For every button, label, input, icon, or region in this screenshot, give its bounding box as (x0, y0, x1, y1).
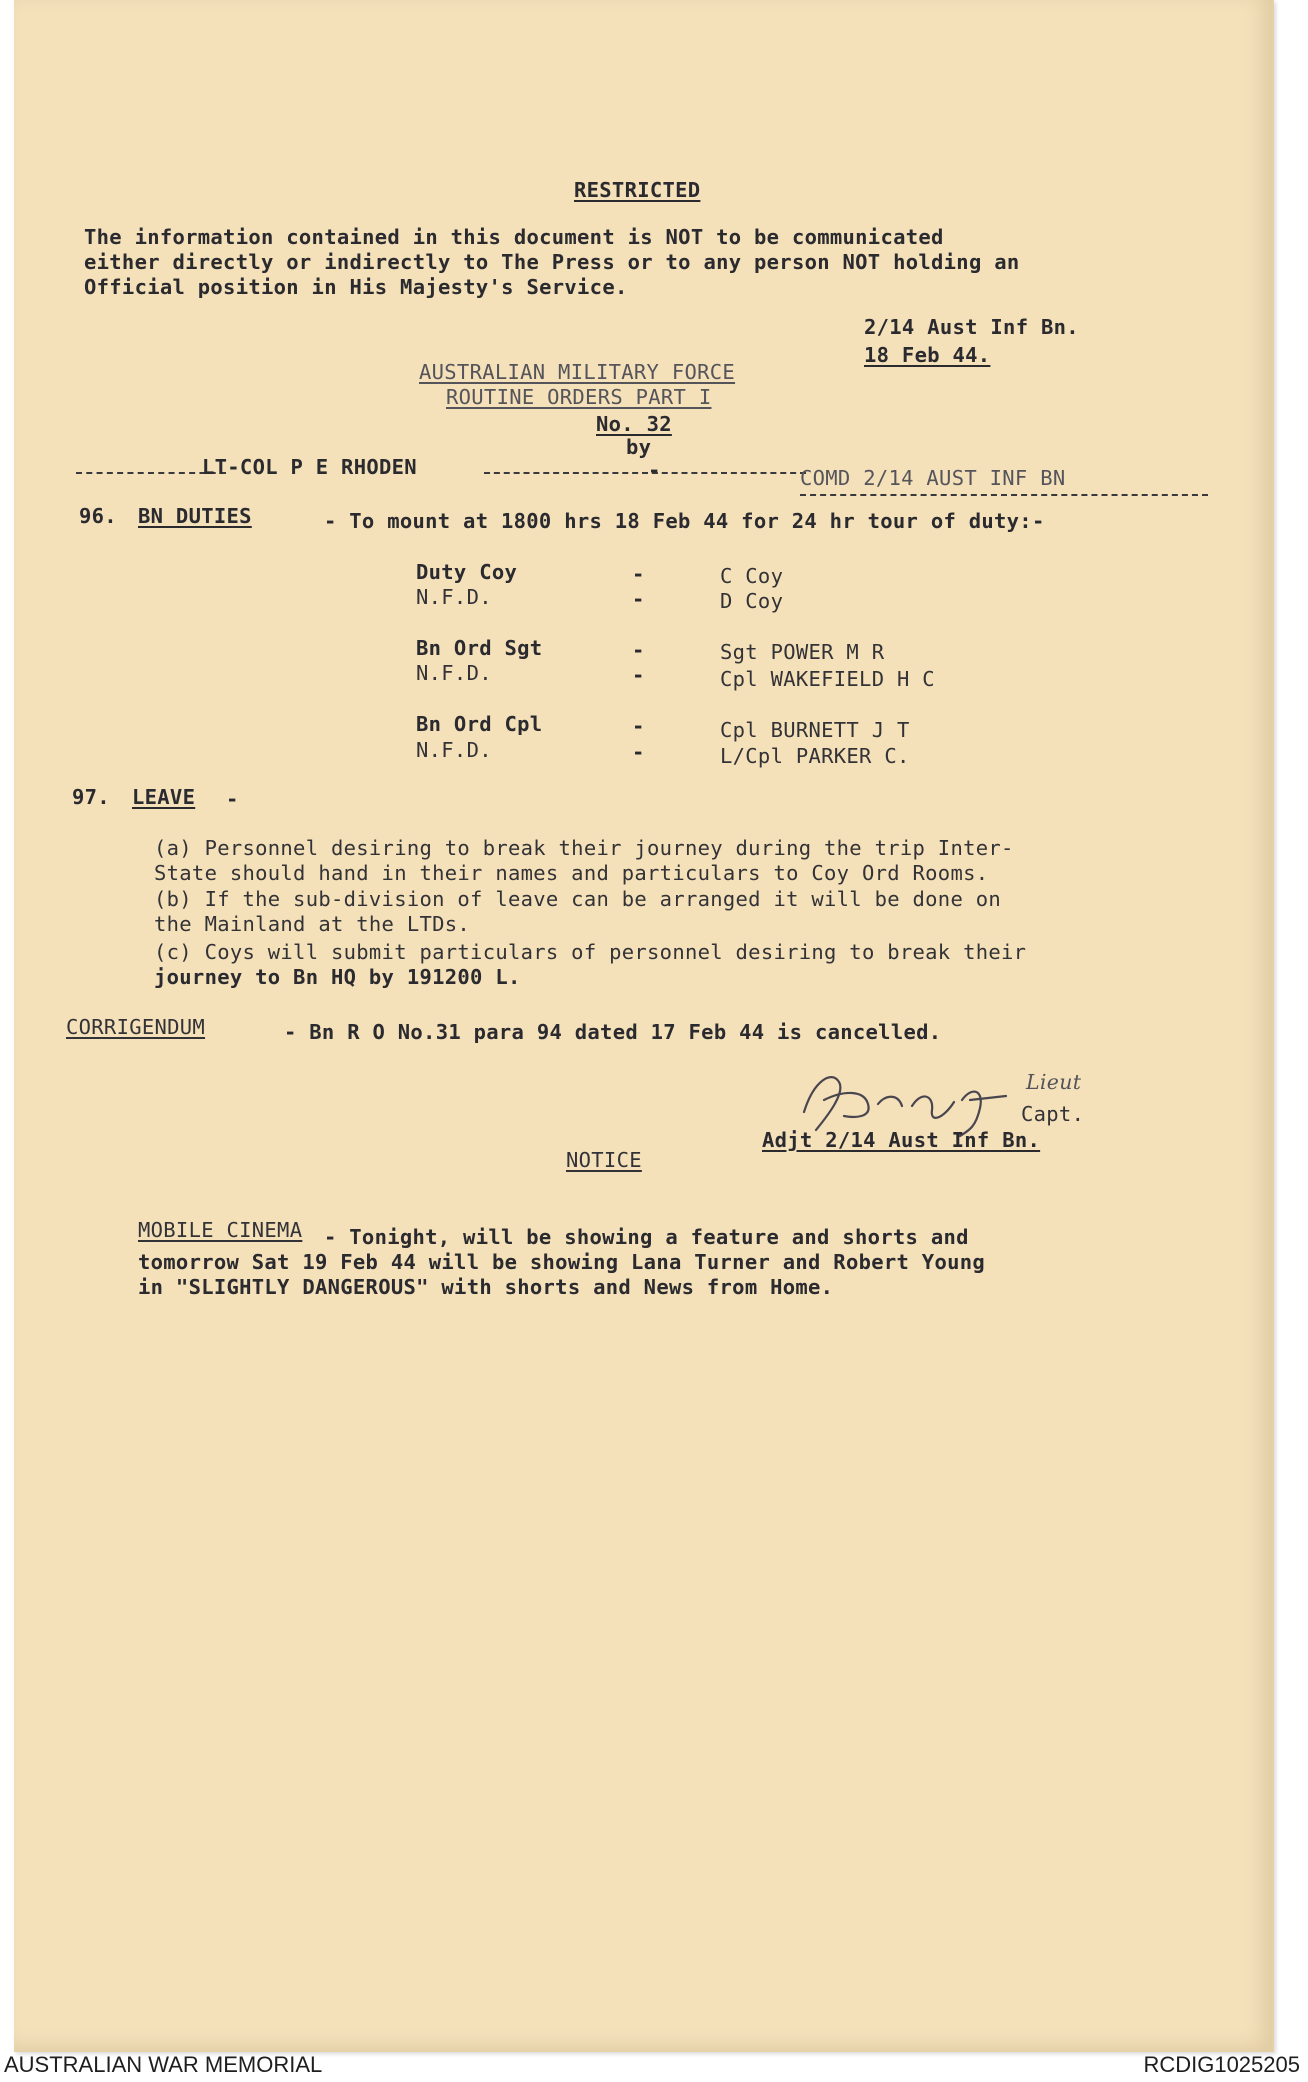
title-line-2: ROUTINE ORDERS PART I (446, 385, 712, 409)
signature-capt: Capt. (1021, 1102, 1085, 1126)
notice-line-3: Official position in His Majesty's Service. (84, 275, 628, 299)
duty-role: N.F.D. (416, 585, 492, 609)
order-number: No. 32 (596, 412, 672, 436)
duty-role: N.F.D. (416, 738, 492, 762)
duty-dash: - (632, 714, 645, 738)
leave-line: (b) If the sub-division of leave can be arranged it will be done on (154, 887, 1002, 911)
issuer-role: COMD 2/14 AUST INF BN (800, 466, 1066, 490)
duty-name: Sgt POWER M R (720, 640, 885, 664)
duty-dash: - (632, 562, 645, 586)
notice-line-2: tomorrow Sat 19 Feb 44 will be showing Lana Turner and Robert Young (138, 1250, 986, 1274)
issuer-rule-right (800, 494, 1208, 496)
duty-dash: - (632, 638, 645, 662)
duty-role: Bn Ord Sgt (416, 636, 543, 660)
duty-dash: - (632, 587, 645, 611)
para-97-heading: LEAVE (132, 785, 196, 809)
duty-dash: - (632, 663, 645, 687)
corrigendum-text: - Bn R O No.31 para 94 dated 17 Feb 44 is cancelled. (284, 1020, 942, 1044)
duty-name: Cpl WAKEFIELD H C (720, 667, 935, 691)
leave-line: (c) Coys will submit particulars of personnel desiring to break their (154, 940, 1027, 964)
document-date: 18 Feb 44. (864, 343, 991, 367)
notice-heading: NOTICE (566, 1148, 642, 1172)
leave-line: (a) Personnel desiring to break their journey during the trip Inter- (154, 836, 1014, 860)
issuer-rule-middle (484, 472, 806, 474)
notice-subheading: MOBILE CINEMA (138, 1218, 303, 1242)
leave-line: the Mainland at the LTDs. (154, 912, 471, 936)
duty-name: C Coy (720, 564, 784, 588)
duty-dash: - (632, 740, 645, 764)
issuer-name: LT-COL P E RHODEN (202, 455, 417, 479)
signature-rank: Lieut (1026, 1070, 1082, 1094)
duty-name: D Coy (720, 589, 784, 613)
para-96-heading: BN DUTIES (138, 504, 252, 528)
notice-line-3: in "SLIGHTLY DANGEROUS" with shorts and News from Home. (138, 1275, 834, 1299)
duty-role: Bn Ord Cpl (416, 712, 543, 736)
leave-line: journey to Bn HQ by 191200 L. (154, 965, 521, 989)
document-paper (14, 0, 1274, 2052)
duty-role: N.F.D. (416, 661, 492, 685)
duty-name: L/Cpl PARKER C. (720, 744, 910, 768)
leave-line: State should hand in their names and particulars to Coy Ord Rooms. (154, 861, 989, 885)
notice-line-1: The information contained in this document is NOT to be communicated (84, 225, 944, 249)
footer-identifier: RCDIG1025205 (1143, 2052, 1300, 2077)
duty-role: Duty Coy (416, 560, 518, 584)
unit-designation: 2/14 Aust Inf Bn. (864, 315, 1079, 339)
classification-heading: RESTRICTED (574, 178, 701, 202)
para-96-number: 96. (79, 504, 117, 528)
title-line-1: AUSTRALIAN MILITARY FORCE (419, 360, 736, 384)
para-96-text: - To mount at 1800 hrs 18 Feb 44 for 24 hr tour of duty:- (324, 509, 1045, 533)
duty-name: Cpl BURNETT J T (720, 718, 910, 742)
issuer-dash: - (648, 458, 661, 482)
notice-line-1: - Tonight, will be showing a feature and shorts and (324, 1225, 969, 1249)
signature-adjt: Adjt 2/14 Aust Inf Bn. (762, 1128, 1041, 1152)
corrigendum-heading: CORRIGENDUM (66, 1015, 206, 1039)
notice-line-2: either directly or indirectly to The Press or to any person NOT holding an (84, 250, 1020, 274)
para-97-dash: - (226, 787, 239, 811)
title-by: by (626, 435, 652, 459)
footer-attribution: AUSTRALIAN WAR MEMORIAL (4, 2052, 323, 2077)
para-97-number: 97. (72, 785, 110, 809)
